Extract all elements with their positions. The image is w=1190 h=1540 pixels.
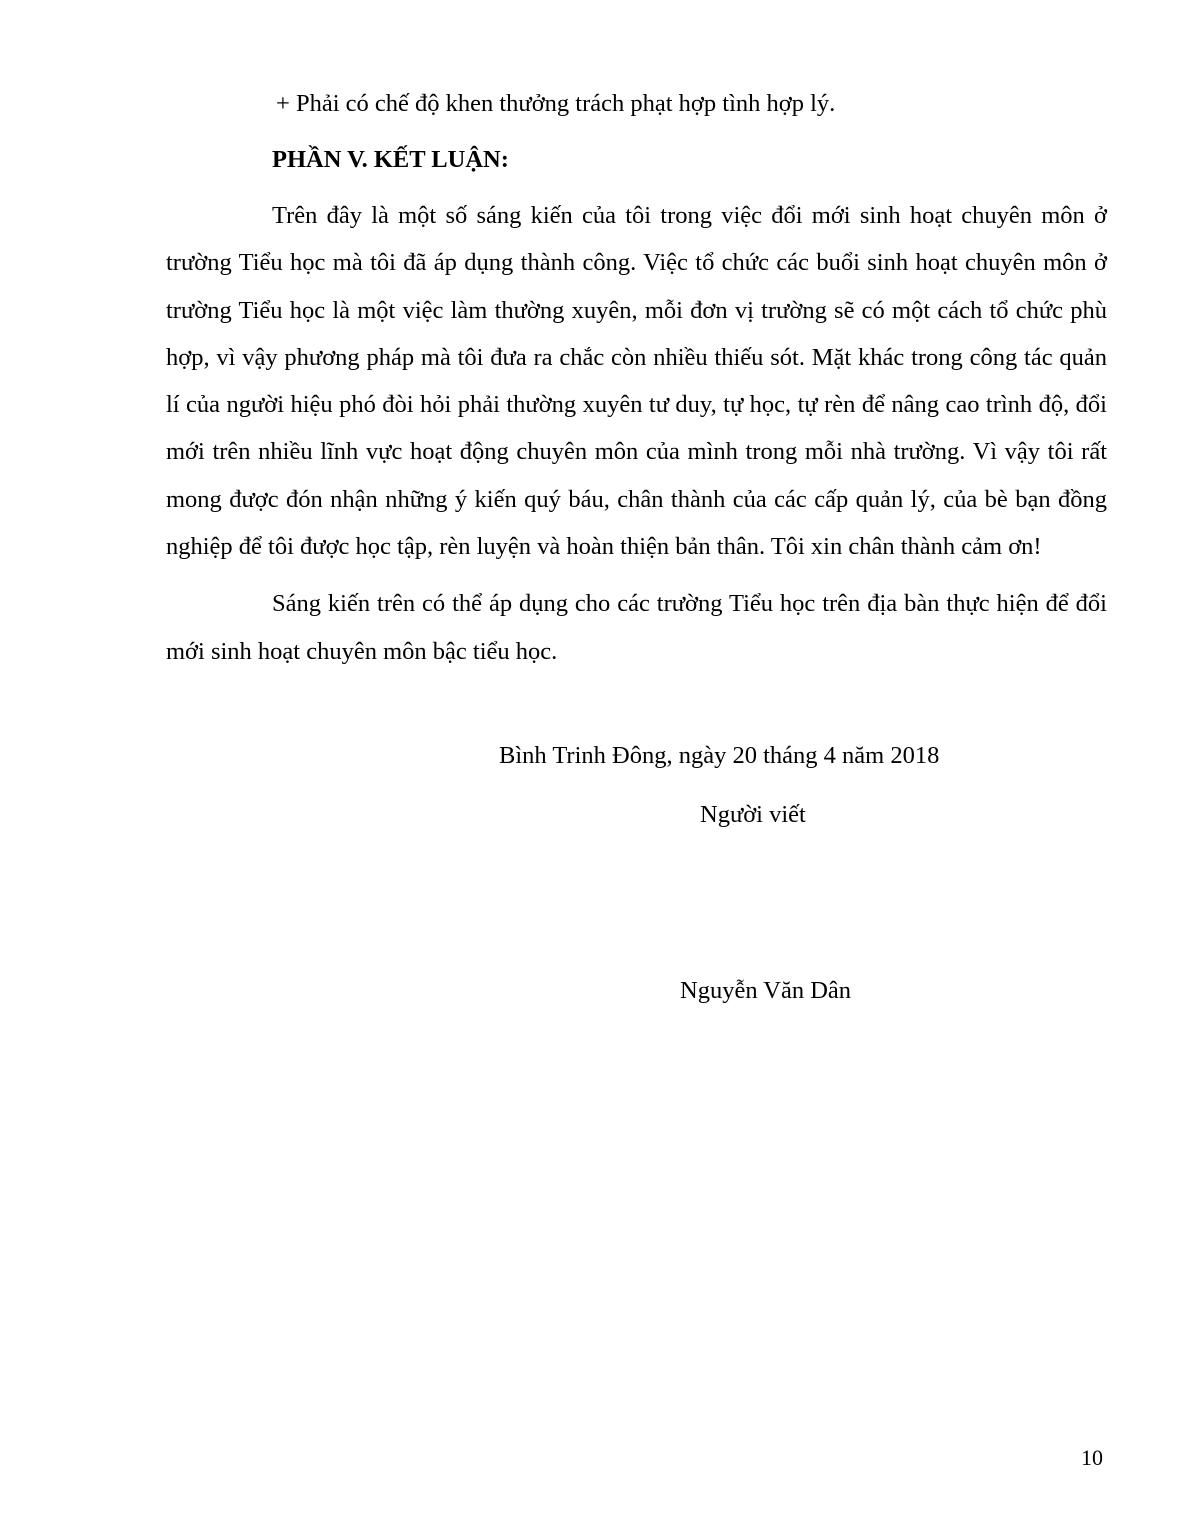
signature-place-date: Bình Trinh Đông, ngày 20 tháng 4 năm 2018 [499, 742, 940, 769]
page-number: 10 [1081, 1445, 1103, 1470]
signature-role: Người viết [700, 801, 806, 828]
conclusion-paragraph: Trên đây là một số sáng kiến của tôi trong việc đổi mới sinh hoạt chuyên môn ở trường Tiểu học mà tôi đã áp dụng thành công. Việc tổ chức các buổi sinh hoạt chuyên môn ở trường Tiểu học là một việc làm thường xuyên, mỗi đơn vị trường sẽ có một cách tổ chức phù hợp, vì vậy phương pháp mà tôi đưa ra chắc còn nhiều thiếu sót. Mặt khác trong công tác quản lí của người hiệu phó đòi hỏi phải thường xuyên tư duy, tự học, tự rèn để nâng cao trình độ, đổi mới trên nhiều lĩnh vực hoạt động chuyên môn của mình trong mỗi nhà trường. Vì vậy tôi rất mong được đón nhận những ý kiến quý báu, chân thành của các cấp quản lý, của bè bạn đồng nghiệp để tôi được học tập, rèn luyện và hoàn thiện bản thân. Tôi xin chân thành cảm ơn! [166, 202, 1107, 561]
section-heading-conclusion: PHẦN V. KẾT LUẬN: [272, 146, 509, 173]
applicability-paragraph: Sáng kiến trên có thể áp dụng cho các trường Tiểu học trên địa bàn thực hiện để đổi mới sinh hoạt chuyên môn bậc tiểu học. [166, 590, 1107, 665]
bullet-reward-policy: + Phải có chế độ khen thưởng trách phạt hợp tình hợp lý. [276, 90, 836, 117]
signature-name: Nguyễn Văn Dân [680, 977, 852, 1004]
document-body [166, 80, 1107, 675]
